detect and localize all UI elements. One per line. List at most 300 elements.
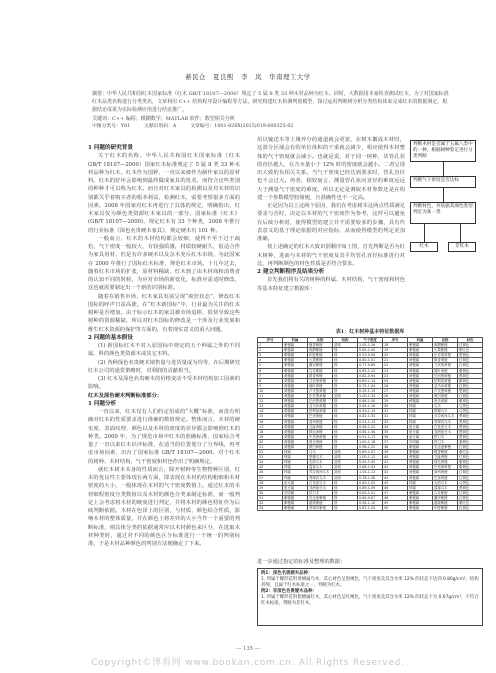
table-cell: 0.69-0.87 bbox=[358, 495, 383, 500]
table-cell: 30 bbox=[258, 490, 283, 495]
table-cell: 刺猬紫檀 bbox=[308, 348, 333, 353]
table-cell: 鸟足紫檀 bbox=[433, 490, 458, 495]
table-cell: 细 bbox=[333, 439, 358, 444]
table-cell: 1 bbox=[258, 343, 283, 348]
table-cell: 黄檀属 bbox=[408, 465, 433, 470]
table-cell: 紫檀属 bbox=[283, 501, 308, 506]
table-cell: 红褐色 bbox=[458, 490, 483, 495]
table-cell: 细 bbox=[333, 404, 358, 409]
table-cell: 红褐色 bbox=[458, 363, 483, 368]
table-cell: 白花崖豆木 bbox=[433, 424, 458, 429]
table-cell: 黄檀属 bbox=[283, 414, 308, 419]
table-cell: 0.94-1.10 bbox=[358, 501, 383, 506]
table-cell: 30 bbox=[383, 404, 408, 409]
table-cell: 0.84-1.08 bbox=[358, 429, 383, 434]
section-heading: 1 问题的研究背景 bbox=[88, 145, 133, 151]
table-cell: 刺猬紫檀 bbox=[433, 343, 458, 348]
table-cell: 26 bbox=[258, 470, 283, 475]
table-cell: 细 bbox=[333, 429, 358, 434]
table-cell: 4 bbox=[258, 358, 283, 363]
table-cell: 紫檀属 bbox=[408, 490, 433, 495]
table-cell: 紫檀属 bbox=[283, 495, 308, 500]
table-cell: 亚马孙黄檀 bbox=[308, 404, 333, 409]
table-cell: 细 bbox=[333, 495, 358, 500]
table-cell: 33 bbox=[383, 419, 408, 424]
table-cell: 0.85-1.00 bbox=[358, 348, 383, 353]
table-cell: 0.93-1.19 bbox=[358, 409, 383, 414]
paragraph: 用以输送木等土壤养分的通道就会更宽，在树木徽成木材时，这部分区域会有的单位体积的干重就会减少，相应使得木材整体的气干密度就会减小。也就是说，对于同一树种，其管孔状的直径越大，在含水量小于 12% 时的密度就会越小。二者呈现出大致的负相关关系。当气干密度已经达到要求时，管孔直径也不会过大。再者，相较而言，测量管孔弦向直径的难度远远大于测量气干密度的难度。所以无论是测取木材参数还是在构建一个参数模型较简便，且准确性也不一定高。 bbox=[257, 137, 405, 201]
table-cell: 9 bbox=[258, 383, 283, 388]
table-row bbox=[258, 444, 483, 449]
table-cell: 18 bbox=[383, 343, 408, 348]
table-cell: 苏拉威西乌木 bbox=[433, 414, 458, 419]
paragraph: 随着在销售市场，红木家具发展呈现“疯狂状态”，修改红木国标的呼声日益高涨。在“红木新国标”中，行业最为关注的红木树种是否增加。由于标示红木的家具被市场追捧，很快导致这些树种的资源稀缺，所以对红木国标的修改是一个涉及行业发展和维生红木资源的保护等方面的，有着现实意义的重大问题。 bbox=[88, 293, 240, 333]
table-cell: 囊状紫檀 bbox=[433, 495, 458, 500]
section-heading: 1 问题分析 bbox=[88, 400, 117, 407]
table-cell: 23 bbox=[258, 455, 283, 460]
table-cell: 0.89-1.09 bbox=[358, 485, 383, 490]
table-cell: 0.53-0.94 bbox=[358, 353, 383, 358]
table-cell: 乌黑色 bbox=[458, 480, 483, 485]
subsection-heading: 红木及深色硬木判断标准部分： bbox=[88, 392, 163, 399]
data-table bbox=[257, 337, 483, 511]
table-cell: 22 bbox=[383, 363, 408, 368]
abstract-block bbox=[92, 90, 452, 131]
table-cell: 细 bbox=[333, 353, 358, 358]
page-number: — 135 — bbox=[236, 646, 260, 652]
table-cell: 红褐色 bbox=[458, 444, 483, 449]
table-cell: 紫檀属 bbox=[408, 450, 433, 455]
table-row bbox=[258, 378, 483, 383]
table-cell: 43 bbox=[383, 470, 408, 475]
paragraph: 就红木树木本身的性质而言，除开树种等生物物种区别，红木的优良性主要体现在两方面，即表现在木材的结构粗细和木材密度的大小，一般体现在木材的气干密度数值上。通过红木的木材细程密度分类数值以及木材的颜色分类来制定标准，而一般判定上会考虑将木材的硬度进行判定，并将木材的颜色特征作为后续判断依据。木材在色泽上的区别，与材质、颜色综合性质，影响木材的整体质量，并在颜色上将差异的大小当作一个重要的判断标准，则具体分类的依据通常应以木材颜色来区分，在选取木材种类时，通过对不同的颜色区分标准进行一个统一的判别标准，于是木材品种颜色的判别方法便确定了下来。 bbox=[88, 466, 240, 547]
table-cell: 红褐色 bbox=[458, 495, 483, 500]
table-cell: 东非黑黄檀 bbox=[433, 353, 458, 358]
table-cell: 1.00-1.12 bbox=[358, 455, 383, 460]
table-cell: 黑褐色 bbox=[458, 434, 483, 439]
table-cell: 赛州黄檀 bbox=[308, 419, 333, 424]
table-cell: 0.87-1.04 bbox=[358, 506, 383, 511]
table-cell: 细 bbox=[333, 363, 358, 368]
table-cell: 38 bbox=[383, 444, 408, 449]
table-cell: 降香黄檀 bbox=[433, 358, 458, 363]
table-cell: 甚细 bbox=[333, 465, 358, 470]
author-line: 綦民仓 夏良熙 李 岚 华南理工大学 bbox=[185, 73, 311, 81]
table-cell: 柿属 bbox=[283, 460, 308, 465]
table-cell: 黄檀属 bbox=[283, 373, 308, 378]
table-cell: 印度紫檀 bbox=[433, 506, 458, 511]
table-cell: 0.75-1.04 bbox=[358, 383, 383, 388]
table-cell: 红褐色 bbox=[458, 506, 483, 511]
table-cell: 紫红色 bbox=[458, 501, 483, 506]
table-cell: 檀香紫檀 bbox=[308, 343, 333, 348]
table-cell: 14 bbox=[258, 409, 283, 414]
table-cell: 亚马孙黄檀 bbox=[433, 383, 458, 388]
table-cell: 红褐色 bbox=[458, 358, 483, 363]
table-cell: 乌木 bbox=[433, 404, 458, 409]
table-cell: 0.91-1.13 bbox=[358, 419, 383, 424]
table-cell: 0.95-1.15 bbox=[358, 388, 383, 393]
table-cell: 细 bbox=[333, 383, 358, 388]
table-cell: 紫檀属 bbox=[408, 343, 433, 348]
table-cell: 柿属 bbox=[408, 409, 433, 414]
table-cell: 中美洲黄檀 bbox=[433, 465, 458, 470]
table-header-cell: 气干密度 bbox=[358, 338, 383, 343]
table-cell: 黑褐色 bbox=[458, 424, 483, 429]
table-cell: 苏拉威西乌木 bbox=[308, 470, 333, 475]
table-cell: 阔叶黄檀 bbox=[308, 383, 333, 388]
table-cell: 印度紫檀 bbox=[308, 353, 333, 358]
table-cell: 决明属 bbox=[283, 490, 308, 495]
table-cell: 37 bbox=[383, 439, 408, 444]
table-cell: 鸟足紫檀 bbox=[308, 368, 333, 373]
table-cell: 黄檀属 bbox=[408, 394, 433, 399]
table-cell: 巴里黄檀 bbox=[308, 414, 333, 419]
table-cell: 乌黑色 bbox=[458, 409, 483, 414]
table-cell: 紫褐色 bbox=[458, 368, 483, 373]
table-cell: 0.63-1.01 bbox=[358, 490, 383, 495]
table-cell: 黄檀属 bbox=[283, 419, 308, 424]
table-cell: 柿属 bbox=[408, 414, 433, 419]
table-header-cell: 科属 bbox=[283, 338, 308, 343]
right-column bbox=[257, 136, 405, 293]
table-cell: 黄檀属 bbox=[408, 353, 433, 358]
table-cell: 29 bbox=[258, 485, 283, 490]
table-cell: 东非黑黄檀 bbox=[308, 394, 333, 399]
table-cell: 细 bbox=[333, 358, 358, 363]
table-cell: 红褐色 bbox=[458, 383, 483, 388]
table-cell: 黄檀属 bbox=[408, 460, 433, 465]
table-cell: 甚细 bbox=[333, 343, 358, 348]
table-cell: 紫檀属 bbox=[408, 444, 433, 449]
table-cell: 39 bbox=[383, 450, 408, 455]
table-cell: 35 bbox=[383, 429, 408, 434]
table-cell: 紫檀属 bbox=[283, 353, 308, 358]
table-cell: 32 bbox=[383, 414, 408, 419]
table-cell: 柿属 bbox=[283, 470, 308, 475]
table-cell: 卢氏黑黄檀 bbox=[308, 388, 333, 393]
table-cell: 柿属 bbox=[283, 455, 308, 460]
table-cell: 黄檀属 bbox=[408, 373, 433, 378]
table-cell: 非洲崖豆木 bbox=[308, 485, 333, 490]
table-cell: 紫褐色 bbox=[458, 460, 483, 465]
section-heading: 2 问题的基本假设 bbox=[88, 334, 133, 341]
table-cell: 细 bbox=[333, 368, 358, 373]
table-cell: 蓬塞乌木 bbox=[433, 485, 458, 490]
table-cell: 20 bbox=[258, 439, 283, 444]
table-cell: 20 bbox=[383, 353, 408, 358]
table-cell: 刀状黑黄檀 bbox=[433, 363, 458, 368]
table-cell: 紫檀属 bbox=[408, 495, 433, 500]
paragraph: 一直以来，红木仅有人们约定俗成的“大概”标准，而没有明确对红木的性质要求进行准确的数值规定。整体而言，木材的硬实度、表面纹理、颜色以及木材的密度的差异都会影响到红木的种类。2000 年，为了规范市场中红木的准确标准，国家综合考量了一直以来红木识评标准，在适当的位置划分了分界线，再考虑市场因素，出台了国家标准 GB/T 18107—2000。对于红木的树种、木材结构、气干密度和材色作出了明确规定。 bbox=[88, 409, 240, 465]
table-header-cell: 科属 bbox=[408, 338, 433, 343]
table-cell: 31 bbox=[258, 495, 283, 500]
table-header-cell: 名称 bbox=[308, 338, 333, 343]
table-cell: 黄檀属 bbox=[408, 475, 433, 480]
table-note: 进一步通过指定的标准及整理的数据： bbox=[257, 559, 346, 565]
table-cell: 菲律宾乌木 bbox=[308, 475, 333, 480]
table-cell: 黄檀属 bbox=[408, 455, 433, 460]
table-cell: 红褐色 bbox=[458, 394, 483, 399]
table-cell: 0.94-1.10 bbox=[358, 404, 383, 409]
flow-result-hongmu: 红木 bbox=[410, 242, 438, 252]
flowchart bbox=[410, 140, 476, 350]
table-cell: 7 bbox=[258, 373, 283, 378]
table-cell: 甚细 bbox=[333, 450, 358, 455]
table-cell: 越柬紫檀 bbox=[433, 501, 458, 506]
table-cell: 36 bbox=[383, 434, 408, 439]
table-body bbox=[258, 343, 483, 511]
table-cell: 细 bbox=[333, 490, 358, 495]
table-cell: 紫褐色 bbox=[458, 378, 483, 383]
table-cell: 大果紫檀 bbox=[433, 348, 458, 353]
table-cell: 黄檀属 bbox=[283, 424, 308, 429]
table-cell: 柿属 bbox=[408, 485, 433, 490]
table-cell: 黄檀属 bbox=[283, 429, 308, 434]
table-cell: 23 bbox=[383, 368, 408, 373]
table-cell: 白花崖豆木 bbox=[308, 480, 333, 485]
table-cell: 越柬紫檀 bbox=[308, 501, 333, 506]
table-cell: 28 bbox=[258, 480, 283, 485]
table-cell: 细 bbox=[333, 480, 358, 485]
table-cell: 45 bbox=[383, 480, 408, 485]
example-box bbox=[257, 568, 483, 626]
clc-number: 中图分类号：Y81 bbox=[92, 123, 131, 129]
table-cell: 12 bbox=[258, 399, 283, 404]
table-cell: 细 bbox=[333, 378, 358, 383]
table-cell: 黄檀属 bbox=[283, 378, 308, 383]
table-cell: 黄檀属 bbox=[283, 434, 308, 439]
table-cell: 0.92-1.05 bbox=[358, 460, 383, 465]
table-cell: 紫檀属 bbox=[408, 348, 433, 353]
assumption-item: (3) 红木及深色名贵硬木的价格变动不受木材结构加工因素的影响。 bbox=[88, 376, 240, 391]
table-cell: 紫檀属 bbox=[283, 368, 308, 373]
classification-line bbox=[92, 123, 452, 131]
table-cell: 非洲崖豆木 bbox=[433, 429, 458, 434]
table-cell: 卢氏黑黄檀 bbox=[433, 388, 458, 393]
table-cell: 21 bbox=[383, 358, 408, 363]
table-cell: 黄檀属 bbox=[408, 358, 433, 363]
table-cell: 5 bbox=[258, 363, 283, 368]
table-cell: 黑褐色 bbox=[458, 429, 483, 434]
table-cell: 34 bbox=[383, 424, 408, 429]
table-cell: 15 bbox=[258, 414, 283, 419]
table-cell: 黄檀属 bbox=[408, 383, 433, 388]
table-cell: 33 bbox=[258, 506, 283, 511]
table-cell: 中美洲黄檀 bbox=[308, 434, 333, 439]
table-cell: 黄檀属 bbox=[283, 399, 308, 404]
table-cell: 巴西黑黄檀 bbox=[308, 399, 333, 404]
table-cell: 细 bbox=[333, 424, 358, 429]
table-cell: 毛药乌木 bbox=[433, 480, 458, 485]
table-cell: 46 bbox=[383, 485, 408, 490]
doc-code: 文献识别码：A bbox=[144, 123, 177, 129]
paragraph: 首先我们将有关的树种的科属、木材结构、气干密度和材色等基本特征建立数据库： bbox=[257, 277, 405, 292]
table-cell: 17 bbox=[258, 424, 283, 429]
table-cell: 0.89-1.14 bbox=[358, 378, 383, 383]
table-cell: 18 bbox=[258, 429, 283, 434]
table-cell: 紫褐色 bbox=[458, 465, 483, 470]
keywords: 关键词：C++ 编程；模糊数学；MATLAB 软件；数型相关分析 bbox=[92, 115, 235, 122]
flow-box-density: 判断气干密度是否达标 bbox=[410, 176, 476, 188]
table-cell: 0.98-1.22 bbox=[358, 424, 383, 429]
table-cell: 大果紫檀 bbox=[308, 358, 333, 363]
paragraph: 一般而言，红木的木材结构都会较细，使得不至于过于疏松，气干密度一般较大，有较强质感，材质较硬耐久，很适合作为家具用材。但是有许多硬木以及杂木充斥红木市场，为此国家在 2000 年推行了国标红木标准，规范红木市场。十几年过去，随着红木市场的扩张，原材料稀缺，红木到了由木材商和消费者的认知不同的时候，为应对市场的新变化，标准应需适时修改，这也就需要制定出一个新的识别标准。 bbox=[88, 235, 240, 292]
table-cell: 19 bbox=[383, 348, 408, 353]
table-cell: 48 bbox=[383, 495, 408, 500]
table-cell: 崖豆属 bbox=[283, 485, 308, 490]
example-heading: 例2：非深色名贵硬木品种： bbox=[261, 589, 317, 595]
table-cell: 黄檀属 bbox=[283, 388, 308, 393]
species-table bbox=[257, 328, 483, 511]
table-cell: 紫檀属 bbox=[283, 358, 308, 363]
table-cell: 19 bbox=[258, 434, 283, 439]
table-cell: 绒毛黄檀 bbox=[308, 429, 333, 434]
table-cell: 黑褐色 bbox=[458, 419, 483, 424]
assumption-item: (2) 各种深色名贵硬木销售量与进货量成为均等，在后期研究红木公司的通货策略时，对利润的贡献相当。 bbox=[88, 359, 240, 374]
table-cell: 崖豆属 bbox=[408, 429, 433, 434]
table-cell: 微凹黄檀 bbox=[308, 444, 333, 449]
table-cell: 安达曼紫檀 bbox=[308, 495, 333, 500]
table-cell: 铁刀木 bbox=[308, 490, 333, 495]
flow-arrow bbox=[443, 162, 444, 176]
table-cell: 27 bbox=[258, 475, 283, 480]
table-cell: 1.05-1.26 bbox=[358, 343, 383, 348]
table-cell: 13 bbox=[258, 404, 283, 409]
table-cell: 柿属 bbox=[408, 480, 433, 485]
table-cell: 0.80-1.02 bbox=[358, 480, 383, 485]
table-cell: 黑褐色 bbox=[458, 373, 483, 378]
table-header-cell: 名称 bbox=[433, 338, 458, 343]
table-cell: 黑褐色 bbox=[458, 485, 483, 490]
table-cell: 25 bbox=[258, 465, 283, 470]
table-header-cell: 序号 bbox=[383, 338, 408, 343]
section-heading: 2 建立判断程序及结果分析 bbox=[257, 269, 325, 275]
table-row bbox=[258, 353, 483, 358]
table-row bbox=[258, 383, 483, 388]
example-heading: 例1：深色名贵硬木品种： bbox=[261, 571, 313, 576]
table-cell: 黄檀属 bbox=[283, 404, 308, 409]
table-cell: 甚细 bbox=[333, 460, 358, 465]
table-cell: 厚瓣乌木 bbox=[433, 409, 458, 414]
table-cell: 阔叶黄檀 bbox=[433, 368, 458, 373]
table-cell: 0.91-1.17 bbox=[358, 434, 383, 439]
table-cell: 黄檀属 bbox=[408, 368, 433, 373]
table-cell: 细 bbox=[333, 399, 358, 404]
flow-arrow bbox=[424, 224, 425, 242]
table-row bbox=[258, 388, 483, 393]
table-cell: 黄檀属 bbox=[283, 383, 308, 388]
table-row bbox=[258, 424, 483, 429]
table-cell: 崖豆属 bbox=[408, 424, 433, 429]
table-cell: 细 bbox=[333, 388, 358, 393]
table-cell: 柿属 bbox=[283, 475, 308, 480]
table-header-cell: 序号 bbox=[258, 338, 283, 343]
table-cell: 铁刀木 bbox=[433, 434, 458, 439]
table-cell: 决明属 bbox=[408, 439, 433, 444]
table-cell: 柿属 bbox=[408, 404, 433, 409]
table-cell: 细 bbox=[333, 348, 358, 353]
left-column bbox=[88, 144, 240, 548]
table-cell: 黄檀属 bbox=[408, 363, 433, 368]
table-cell: 崖豆属 bbox=[408, 434, 433, 439]
flow-arrow bbox=[443, 188, 444, 202]
table-cell: 1.00-1.18 bbox=[358, 439, 383, 444]
table-cell: 11 bbox=[258, 394, 283, 399]
table-cell: 32 bbox=[258, 501, 283, 506]
table-cell: 巴里黄檀 bbox=[433, 475, 458, 480]
table-cell: 乌木 bbox=[308, 450, 333, 455]
table-cell: 16 bbox=[258, 419, 283, 424]
table-cell: 交趾黄檀 bbox=[433, 455, 458, 460]
table-cell: 8 bbox=[258, 378, 283, 383]
table-cell: 铁刀木 bbox=[433, 439, 458, 444]
table-cell: 甚细 bbox=[333, 475, 358, 480]
table-cell: 29 bbox=[383, 399, 408, 404]
table-cell: 紫褐色 bbox=[458, 399, 483, 404]
paragraph: 关于红木的名称，中华人民共和国红木国家标准（红木 GB/T 18107—2000）国家红木标准规定了 5 属 8 类 33 种木材品种为红木。红木作为国粹，一直以来被作为制作家具的原材料。红木的好坏会影响到最终做成家具的优劣。而符合这些类别的种种才可以称为红木。而且对红木家具的检测以及对木材的识别都关乎着购买者的根本利益，检测红木，需要考察很多方面的因素。2008 年国家对红木再进行了具体的规定，明确指出，红木家具仅为颜色类资源红木家具的一部分。国家标准《红木》(GB/T 18107—2000)，规定红木有 33 个种类，2008 年推行的行业标准《深色名贵硬木家具》，规定硬木有 101 种。 bbox=[88, 153, 240, 234]
table-cell: 甚细 bbox=[333, 455, 358, 460]
table-cell: 紫红色 bbox=[458, 348, 483, 353]
assumption-item: (1) 新国标红木不对入原国标中规定的五个种属之外的不同属、科的颜色类资源木或其它木料。 bbox=[88, 343, 240, 358]
table-cell: 囊状紫檀 bbox=[308, 363, 333, 368]
table-cell: 细 bbox=[333, 444, 358, 449]
paragraph: 正是因为以上这两个原因，我们在考虑树木这两点性质满足要求与否时，决定以木材的气干密度作为参考，这样可以避免在后续分析时，使得模型的建立并不需要较多的步骤，具有代表意义的基于理论依据的对应指标，从而使得模型的判定更加准确。 bbox=[257, 203, 405, 242]
table-cell: 黄檀属 bbox=[283, 394, 308, 399]
table-cell: 红褐色 bbox=[458, 455, 483, 460]
table-cell: 紫檀属 bbox=[283, 343, 308, 348]
paragraph: 按上述确定的红木大致识别顺序如上图，首先判断是否为红木树种，进而与木材的气干密度及其平均管孔直径标准进行对比，再判断颜色的材色性质是否符合要求。 bbox=[257, 244, 405, 267]
table-cell: 6 bbox=[258, 368, 283, 373]
table-cell: 细 bbox=[333, 419, 358, 424]
table-cell: 22 bbox=[258, 450, 283, 455]
table-cell: 紫檀属 bbox=[283, 348, 308, 353]
table-cell: 0.89-1.07 bbox=[358, 450, 383, 455]
table-header-cell: 材色 bbox=[458, 338, 483, 343]
table-cell: 黄檀属 bbox=[283, 444, 308, 449]
table-caption: 表1：红木树种基本特征数据库 bbox=[335, 329, 405, 335]
abstract-text: 摘要：中华人民共和国红木国家标准（红木 GB/T 18107—2000）规定了 5 属 8 类 33 种木材品种为红木。同时，大数据用本家检查测试红木。为了对国家标准红木品类名称进行分类类名，文章利用 C++ 结构程序设计编程等方法，研究构建红木检测判别模型，探讨运用判断树分析分类结构体来完成红木的数据测定，根据结论成果为实际检测应用进行结论推广。 bbox=[92, 91, 449, 114]
table-cell: 厚瓣乌木 bbox=[308, 455, 333, 460]
copyright-watermark: Copyright©博看网 www.bookan.com.cn. All Rights Reserved. bbox=[91, 658, 405, 668]
table-cell: 紫红色 bbox=[458, 450, 483, 455]
table-cell: 0.80-1.01 bbox=[358, 358, 383, 363]
table-cell: 0.82-0.94 bbox=[358, 373, 383, 378]
table-cell: 赛州黄檀 bbox=[433, 470, 458, 475]
table-cell: 栗褐色 bbox=[458, 439, 483, 444]
table-cell: 24 bbox=[258, 460, 283, 465]
table-header-cell: 结构 bbox=[333, 338, 358, 343]
table-cell: 柿属 bbox=[408, 419, 433, 424]
table-cell: 42 bbox=[383, 465, 408, 470]
flow-result-not-hongmu: 非红木 bbox=[448, 242, 476, 252]
table-cell: 崖豆属 bbox=[283, 480, 308, 485]
table-row bbox=[258, 429, 483, 434]
table-cell: 1.00-1.33 bbox=[358, 394, 383, 399]
table-cell: 25 bbox=[383, 378, 408, 383]
table-cell: 奥氏黄檀 bbox=[433, 399, 458, 404]
table-cell: 交趾黄檀 bbox=[308, 424, 333, 429]
table-cell: 27 bbox=[383, 388, 408, 393]
table-cell: 21 bbox=[258, 444, 283, 449]
table-cell: 甚细 bbox=[333, 470, 358, 475]
table-cell: 1.04-1.12 bbox=[358, 470, 383, 475]
table-cell: 细 bbox=[333, 373, 358, 378]
table-row bbox=[258, 419, 483, 424]
table-cell: 安达曼紫檀 bbox=[433, 444, 458, 449]
table-cell: 檀香紫檀 bbox=[433, 450, 458, 455]
table-cell: 0.98-1.22 bbox=[358, 444, 383, 449]
